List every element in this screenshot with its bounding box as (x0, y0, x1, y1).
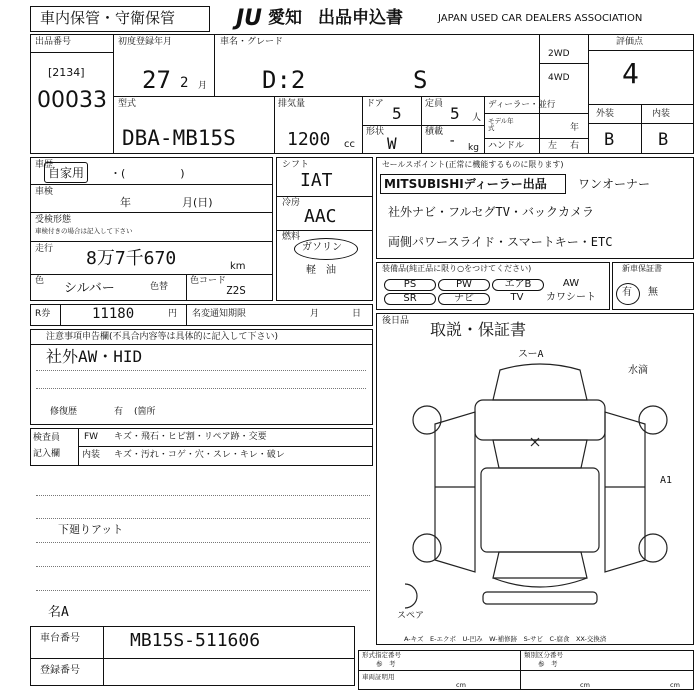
displacement-label: 排気量 (278, 99, 306, 109)
fuel-gasoline: ガソリン (302, 242, 342, 253)
ac-label: 冷房 (282, 198, 301, 208)
displacement-unit: cc (344, 139, 355, 150)
lot-label: 出品番号 (35, 37, 72, 47)
cert-ref-2: 参 考 (538, 660, 558, 668)
exterior-label: 外装 (596, 109, 615, 119)
inspector-interior-items: キズ・汚れ・コゲ・穴・スレ・キレ・破レ (114, 450, 285, 460)
drive-4wd: 4WD (548, 73, 570, 83)
registration-year: 27 (142, 66, 171, 94)
repair-history-place: (箇所 (134, 407, 156, 417)
model-year-unit: 年 (570, 123, 580, 133)
cert-label-1: 形式指定番号 (362, 651, 401, 659)
chassis-label: 車台番号 (40, 633, 80, 644)
equipment-item: PW (438, 279, 490, 291)
history-label: 車歴 (35, 160, 54, 170)
repair-history-value: 有 (114, 407, 124, 417)
registration-label: 初度登録年月 (118, 37, 173, 47)
sales-line-2: 社外ナビ・フルセグTV・バックカメラ (388, 205, 594, 219)
capacity-label: 定員 (425, 99, 444, 109)
inspector-interior-label: 内装 (82, 450, 101, 460)
car-diagram (405, 349, 675, 612)
interior-grade: B (658, 130, 669, 150)
color-code-value: Z2S (226, 284, 246, 297)
equipment-item: AW (562, 278, 580, 289)
equipment-item: ナビ (438, 293, 490, 305)
cert-cm-3: cm (670, 681, 680, 689)
load-value: - (448, 133, 457, 149)
registration-number-label: 登録番号 (40, 665, 80, 676)
damage-legend: A-キズ E-エクボ U-凹み W-補修跡 S-サビ C-腐食 XX-交換済 (404, 635, 607, 643)
ju-logo-mark: JU (236, 6, 263, 31)
load-label: 積載 (425, 127, 444, 137)
notes-label: 注意事項申告欄(不具合内容等は具体的に記入して下さい) (46, 332, 279, 342)
mitsubishi-tag: MITSUBISHIディーラー出品 (384, 177, 547, 191)
cert-cm-1: cm (456, 681, 466, 689)
color-change-label: 色替 (150, 282, 169, 292)
grade-score-value: 4 (622, 57, 639, 90)
load-unit: kg (468, 143, 479, 153)
after-entry-value: 取説・保証書 (430, 320, 527, 339)
recycle-unit: 円 (168, 309, 178, 319)
color-value: シルバー (64, 281, 115, 296)
after-entry-label: 後日品 (382, 316, 410, 326)
initials: 名A (48, 605, 69, 620)
equipment-item: SR (384, 293, 436, 305)
chassis-value: MB15S-511606 (130, 630, 261, 651)
inspector-fw-items: キズ・飛石・ヒビ割・リペア跡・交要 (114, 432, 267, 442)
shift-label: シフト (282, 160, 310, 170)
model-year-label: モデル年式 (488, 117, 514, 132)
sales-line-1: ワンオーナー (578, 177, 651, 191)
notes-value: 社外AW・HID (46, 347, 143, 366)
color-code-label: 色コード (190, 276, 227, 286)
equipment-item: PS (384, 279, 436, 291)
model-value: DBA-MB15S (122, 126, 236, 150)
warranty-no: 無 (648, 287, 658, 298)
name-grade-label: 車名・グレード (220, 37, 284, 47)
inspector-label-2: 記入欄 (33, 449, 61, 459)
handle-left: 左 (548, 141, 558, 151)
equipment-item: TV (510, 292, 524, 303)
repair-history-label: 修復歴 (50, 407, 78, 417)
drive-2wd: 2WD (548, 49, 570, 59)
doors-value: 5 (392, 104, 402, 123)
grade-score-label: 評価点 (616, 37, 644, 47)
association-name: JAPAN USED CAR DEALERS ASSOCIATION (438, 13, 643, 24)
mileage-value: 8万7千670 (86, 248, 177, 269)
exterior-grade: B (604, 130, 615, 150)
acceptance-label: 受検形態 (35, 215, 72, 225)
inspection-year-unit: 年 (120, 196, 131, 209)
handwritten-note: 下廻りアット (58, 523, 124, 536)
inspector-label-1: 検査員 (33, 433, 61, 443)
storage-tag-text: 車内保管・守衛保管 (40, 9, 176, 27)
equipment-item: カワシート (546, 292, 596, 303)
doc-title: 出品申込書 (318, 8, 403, 28)
inspector-fw-label: FW (84, 432, 99, 442)
acceptance-note: 車検付きの場合は記入して下さい (35, 227, 133, 235)
spare-label: スペア (397, 611, 425, 621)
lot-number: 00033 (37, 88, 107, 113)
vehicle-name: D:2 (262, 66, 306, 94)
inspection-label: 車検 (35, 187, 54, 197)
cert-label-2: 類別区分番号 (524, 651, 563, 659)
inspection-month-unit: 月(日) (182, 196, 213, 209)
org-name: 愛知 (268, 8, 302, 28)
mileage-unit: km (230, 261, 246, 272)
doors-label: ドア (366, 99, 384, 109)
cert-ref-1: 参 考 (376, 660, 396, 668)
ac-value: AAC (304, 206, 337, 227)
name-change-deadline-label: 名変通知期限 (192, 309, 247, 319)
warranty-label: 新車保証書 (622, 264, 662, 273)
cert-width-label: 車両証明用 (362, 673, 395, 681)
color-label: 色 (35, 276, 45, 286)
lot-small-number: [2134] (48, 66, 85, 79)
shift-value: IAT (300, 170, 333, 191)
fuel-diesel: 軽 油 (306, 265, 336, 276)
diagram-note-2: 水滴 (628, 365, 648, 376)
registration-month-unit: 月 (198, 81, 208, 91)
handle-label: ハンドル (488, 141, 525, 151)
history-suffix: ・( ) (110, 167, 185, 180)
warranty-yes: 有 (622, 287, 632, 298)
shape-label: 形状 (366, 127, 385, 137)
capacity-value: 5 (450, 104, 460, 123)
diagram-note-3: A1 (660, 475, 673, 486)
vehicle-grade: S (413, 66, 428, 94)
history-value: 自家用 (44, 162, 88, 183)
model-label: 型式 (118, 99, 137, 109)
mileage-label: 走行 (35, 244, 54, 254)
equipment-item: エアB (492, 279, 544, 291)
dealer-label: ディーラー・並行 (488, 100, 556, 110)
registration-month: 2 (180, 75, 189, 91)
cert-cm-2: cm (580, 681, 590, 689)
interior-label: 内装 (652, 109, 671, 119)
shape-value: W (387, 134, 397, 153)
recycle-value: 11180 (92, 306, 135, 322)
sales-points-label: セールスポイント(正常に機能するものに限ります) (382, 160, 564, 169)
sales-line-3: 両側パワースライド・スマートキー・ETC (388, 235, 613, 249)
fuel-label: 燃料 (282, 232, 301, 242)
displacement-value: 1200 (287, 129, 331, 150)
deadline-month-unit: 月 (310, 309, 320, 319)
deadline-day-unit: 日 (352, 309, 362, 319)
diagram-note-1: スーA (518, 349, 544, 360)
recycle-label: R券 (35, 309, 51, 319)
handle-right: 右 (570, 141, 580, 151)
equipment-label: 装備品(純正品に限り○をつけてください) (382, 264, 532, 273)
capacity-unit: 人 (472, 113, 482, 123)
